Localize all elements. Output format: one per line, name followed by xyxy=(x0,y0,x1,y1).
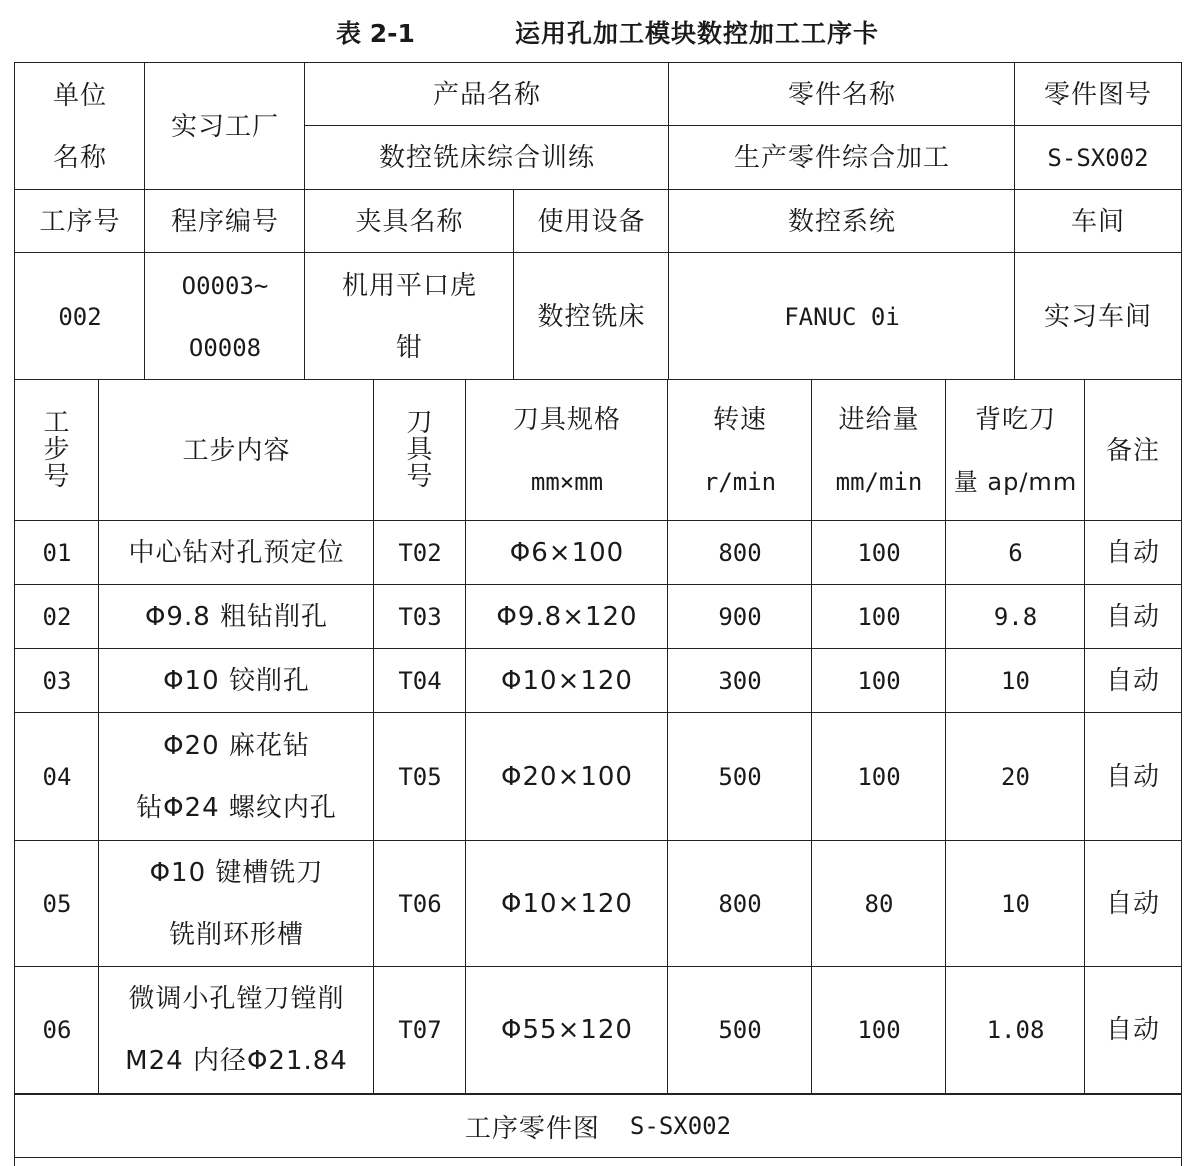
unit-label-line2: 名称 xyxy=(52,142,107,173)
system-label xyxy=(668,189,1016,254)
op-no-label-text: 工序号 xyxy=(39,206,121,237)
step-spec-cell xyxy=(465,966,669,1094)
step-tool-text: T05 xyxy=(398,763,442,791)
workshop-label-text: 车间 xyxy=(1070,206,1125,237)
equipment-label-text: 使用设备 xyxy=(537,206,646,237)
step-no-text: 05 xyxy=(42,890,72,918)
part-drawing-label: 工序零件图 xyxy=(464,1113,600,1144)
drawing-no-value xyxy=(1014,125,1182,191)
step-content-header xyxy=(98,379,375,522)
equipment-label xyxy=(513,189,670,254)
step-feed-cell xyxy=(811,840,947,968)
step-tool-cell xyxy=(373,520,467,586)
step-no-cell xyxy=(14,648,100,714)
program-no-label-text: 程序编号 xyxy=(170,206,279,237)
step-remark-text: 自动 xyxy=(1105,538,1160,568)
tool-no-header xyxy=(373,379,467,522)
step-tool-text: T03 xyxy=(398,603,442,631)
table-caption: 运用孔加工模块数控加工工序卡 xyxy=(515,19,880,48)
system-label-text: 数控系统 xyxy=(787,206,896,237)
step-content-line1: Φ9.8 粗钻削孔 xyxy=(144,602,329,632)
step-tool-text: T02 xyxy=(398,539,442,567)
step-content-line1: 中心钻对孔预定位 xyxy=(128,538,345,568)
step-no-cell xyxy=(14,584,100,650)
step-speed-text: 500 xyxy=(718,1016,762,1044)
step-content-cell xyxy=(98,584,375,650)
step-no-header-char1: 工 xyxy=(43,408,71,438)
product-name-value xyxy=(304,125,670,191)
tool-spec-header-line2: mm×mm xyxy=(530,467,604,496)
drawing-no-label xyxy=(1014,62,1182,127)
step-feed-text: 100 xyxy=(857,763,901,791)
product-name-label-text: 产品名称 xyxy=(432,79,541,110)
step-depth-text: 20 xyxy=(1001,763,1030,791)
step-content-line1: Φ20 麻花钻 xyxy=(163,731,310,761)
step-spec-cell xyxy=(465,648,669,714)
step-remark-text: 自动 xyxy=(1105,602,1160,632)
step-spec-text: Φ20×100 xyxy=(501,762,633,792)
step-feed-cell xyxy=(811,584,947,650)
depth-header-line2: 量 ap/mm xyxy=(953,467,1078,496)
unit-value-text: 实习工厂 xyxy=(170,111,279,142)
unit-label-line1: 单位 xyxy=(52,80,107,111)
step-content-cell xyxy=(98,648,375,714)
step-speed-cell xyxy=(667,584,813,650)
feed-header-line2: mm/min xyxy=(835,467,923,496)
step-depth-cell xyxy=(945,648,1086,714)
fixture-label-text: 夹具名称 xyxy=(355,206,464,237)
step-no-header-char2: 步 xyxy=(43,435,71,465)
step-speed-cell xyxy=(667,840,813,968)
step-tool-text: T07 xyxy=(398,1016,442,1044)
system-value-text: FANUC 0i xyxy=(784,302,900,331)
remark-header xyxy=(1084,379,1182,522)
fixture-label xyxy=(304,189,515,254)
fixture-line2: 钳 xyxy=(395,332,423,363)
step-content-line1: Φ10 键槽铣刀 xyxy=(149,858,324,888)
step-content-cell xyxy=(98,520,375,586)
step-no-cell xyxy=(14,840,100,968)
step-spec-text: Φ10×120 xyxy=(501,889,633,919)
feed-header xyxy=(811,379,947,522)
drawing-no-label-text: 零件图号 xyxy=(1043,79,1152,110)
step-remark-cell xyxy=(1084,966,1182,1094)
step-speed-text: 800 xyxy=(718,539,762,567)
step-feed-text: 100 xyxy=(857,1016,901,1044)
op-no-value-text: 002 xyxy=(58,302,102,331)
workshop-label xyxy=(1014,189,1182,254)
step-no-text: 01 xyxy=(42,539,72,567)
tool-no-header-char1: 刀 xyxy=(406,408,434,438)
step-feed-text: 100 xyxy=(857,603,901,631)
step-feed-text: 80 xyxy=(864,890,894,918)
step-feed-text: 100 xyxy=(857,539,901,567)
speed-header-line2: r/min xyxy=(703,467,777,496)
part-drawing-row xyxy=(14,1094,1182,1158)
program-no-line1: O0003~ xyxy=(181,271,269,300)
step-remark-cell xyxy=(1084,840,1182,968)
product-name-label xyxy=(304,62,670,127)
step-no-text: 03 xyxy=(42,667,72,695)
product-name-value-text: 数控铣床综合训练 xyxy=(378,143,595,173)
step-content-line2: 钻Φ24 螺纹内孔 xyxy=(136,793,337,823)
step-feed-cell xyxy=(811,648,947,714)
step-speed-cell xyxy=(667,520,813,586)
step-speed-cell xyxy=(667,966,813,1094)
feed-header-line1: 进给量 xyxy=(838,404,920,435)
step-feed-cell xyxy=(811,966,947,1094)
part-name-label xyxy=(668,62,1016,127)
step-no-text: 04 xyxy=(42,763,72,791)
speed-header-line1: 转速 xyxy=(712,404,767,435)
step-no-header-char3: 号 xyxy=(43,462,71,492)
step-no-cell xyxy=(14,966,100,1094)
step-remark-text: 自动 xyxy=(1105,1015,1160,1045)
step-depth-text: 10 xyxy=(1001,667,1030,695)
step-speed-text: 800 xyxy=(718,890,762,918)
op-no-value xyxy=(14,252,146,381)
step-content-line1: 微调小孔镗刀镗削 xyxy=(128,984,345,1014)
step-no-header xyxy=(14,379,100,522)
step-no-text: 02 xyxy=(42,603,72,631)
step-spec-cell xyxy=(465,584,669,650)
step-depth-cell xyxy=(945,584,1086,650)
step-speed-text: 500 xyxy=(718,763,762,791)
step-tool-cell xyxy=(373,648,467,714)
depth-header xyxy=(945,379,1086,522)
program-no-label xyxy=(144,189,306,254)
step-depth-text: 6 xyxy=(1008,539,1023,567)
step-tool-text: T04 xyxy=(398,667,442,695)
step-remark-cell xyxy=(1084,648,1182,714)
part-name-value-text: 生产零件综合加工 xyxy=(733,143,950,173)
step-content-line2: M24 内径Φ21.84 xyxy=(125,1046,348,1076)
equipment-value xyxy=(513,252,670,381)
step-feed-text: 100 xyxy=(857,667,901,695)
tool-spec-header xyxy=(465,379,669,522)
part-name-label-text: 零件名称 xyxy=(787,79,896,110)
step-feed-cell xyxy=(811,520,947,586)
step-speed-text: 300 xyxy=(718,667,762,695)
step-remark-text: 自动 xyxy=(1105,762,1160,792)
program-no-line2: O0008 xyxy=(188,333,262,362)
step-remark-text: 自动 xyxy=(1105,889,1160,919)
tool-spec-header-line1: 刀具规格 xyxy=(512,404,621,435)
step-content-line2: 铣削环形槽 xyxy=(168,920,304,950)
step-spec-cell xyxy=(465,712,669,842)
step-no-cell xyxy=(14,520,100,586)
step-remark-text: 自动 xyxy=(1105,666,1160,696)
step-tool-text: T06 xyxy=(398,890,442,918)
program-no-value xyxy=(144,252,306,381)
table-title xyxy=(0,8,1194,52)
step-content-cell xyxy=(98,966,375,1094)
step-depth-cell xyxy=(945,966,1086,1094)
tool-no-header-char2: 具 xyxy=(406,435,434,465)
step-tool-cell xyxy=(373,840,467,968)
step-content-line1: Φ10 铰削孔 xyxy=(163,666,310,696)
workshop-value xyxy=(1014,252,1182,381)
step-speed-cell xyxy=(667,648,813,714)
depth-header-line1: 背吃刀 xyxy=(974,404,1056,435)
step-tool-cell xyxy=(373,966,467,1094)
step-content-header-text: 工步内容 xyxy=(182,435,291,466)
step-tool-cell xyxy=(373,712,467,842)
step-depth-text: 10 xyxy=(1001,890,1030,918)
drawing-no-value-text: S-SX002 xyxy=(1047,144,1149,172)
unit-value xyxy=(144,62,306,191)
step-spec-text: Φ9.8×120 xyxy=(496,602,638,632)
step-spec-text: Φ10×120 xyxy=(501,666,633,696)
table-number: 表 2-1 xyxy=(336,19,415,48)
step-content-cell xyxy=(98,712,375,842)
step-content-cell xyxy=(98,840,375,968)
step-spec-text: Φ6×100 xyxy=(509,538,625,568)
step-remark-cell xyxy=(1084,520,1182,586)
step-depth-cell xyxy=(945,840,1086,968)
part-drawing-value: S-SX002 xyxy=(629,1112,732,1140)
step-feed-cell xyxy=(811,712,947,842)
op-no-label xyxy=(14,189,146,254)
fixture-value xyxy=(304,252,515,381)
step-depth-cell xyxy=(945,712,1086,842)
step-remark-cell xyxy=(1084,712,1182,842)
step-depth-text: 1.08 xyxy=(986,1016,1045,1044)
unit-label xyxy=(14,62,146,191)
step-no-cell xyxy=(14,712,100,842)
system-value xyxy=(668,252,1016,381)
step-spec-cell xyxy=(465,840,669,968)
step-speed-cell xyxy=(667,712,813,842)
fixture-line1: 机用平口虎 xyxy=(341,270,477,301)
tool-no-header-char3: 号 xyxy=(406,462,434,492)
step-spec-cell xyxy=(465,520,669,586)
step-spec-text: Φ55×120 xyxy=(501,1015,633,1045)
step-depth-cell xyxy=(945,520,1086,586)
equipment-value-text: 数控铣床 xyxy=(537,301,646,332)
part-name-value xyxy=(668,125,1016,191)
step-no-text: 06 xyxy=(42,1016,72,1044)
step-depth-text: 9.8 xyxy=(993,603,1038,631)
speed-header xyxy=(667,379,813,522)
step-remark-cell xyxy=(1084,584,1182,650)
footer-bottom-border xyxy=(14,1156,1182,1166)
remark-header-text: 备注 xyxy=(1105,435,1160,466)
step-tool-cell xyxy=(373,584,467,650)
step-speed-text: 900 xyxy=(718,603,762,631)
workshop-value-text: 实习车间 xyxy=(1043,301,1152,332)
